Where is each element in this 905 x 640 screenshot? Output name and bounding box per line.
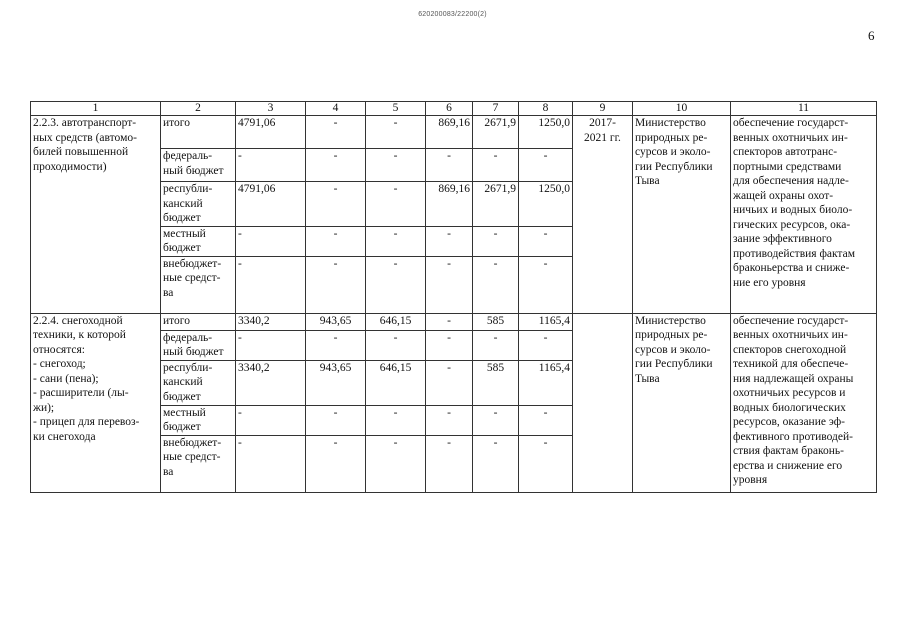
year-2019-value: -	[426, 405, 473, 435]
total-value: 4791,06	[236, 182, 306, 227]
year-2019-value: -	[426, 360, 473, 405]
year-2020-value: -	[473, 405, 519, 435]
expected-result: обеспечение государст- венных охотничьих ин- спекторов автотранс- портными средствами для обеспечения надле- жащей охраны охот- ничьих и водных биоло- гических ресурсов, ока- зание эффективного противодействия фактам браконьерства и сниже- ние его уровня	[731, 116, 877, 314]
column-number-row	[31, 102, 877, 116]
total-value: 3340,2	[236, 313, 306, 330]
year-2019-value: -	[426, 149, 473, 182]
funding-source: итого	[161, 116, 236, 149]
year-2018-value: 646,15	[366, 360, 426, 405]
expected-result: обеспечение государст- венных охотничьих ин- спекторов снегоходной техникой для обеспече- ния надлежащей охраны охотничьих ресурсов и водных биологических ресурсов, оказание эф- фективного противодей- ствия фактам браконь- ерства и снижение его уровня	[731, 313, 877, 492]
year-2019-value: 869,16	[426, 116, 473, 149]
funding-source: федераль- ный бюджет	[161, 330, 236, 360]
year-2020-value: -	[473, 330, 519, 360]
year-2021-value: 1165,4	[519, 360, 573, 405]
year-2019-value: -	[426, 256, 473, 313]
column-number: 8	[519, 102, 573, 116]
column-number: 3	[236, 102, 306, 116]
total-value: -	[236, 256, 306, 313]
column-number: 5	[366, 102, 426, 116]
year-2021-value: -	[519, 226, 573, 256]
year-2018-value: -	[366, 116, 426, 149]
year-2020-value: 585	[473, 313, 519, 330]
year-2019-value: 869,16	[426, 182, 473, 227]
year-2021-value: -	[519, 330, 573, 360]
funding-source: внебюджет- ные средст- ва	[161, 435, 236, 492]
total-value: 4791,06	[236, 116, 306, 149]
year-2017-value: 943,65	[306, 360, 366, 405]
total-value: 3340,2	[236, 360, 306, 405]
implementation-period	[573, 313, 633, 492]
year-2021-value: -	[519, 149, 573, 182]
responsible-executor: Министерство природных ре- сурсов и эколо- гии Республики Тыва	[633, 116, 731, 314]
year-2018-value: -	[366, 330, 426, 360]
year-2017-value: -	[306, 256, 366, 313]
funding-source: местный бюджет	[161, 226, 236, 256]
total-value: -	[236, 330, 306, 360]
year-2021-value: 1165,4	[519, 313, 573, 330]
page-number: 6	[868, 28, 875, 43]
funding-source: федераль- ный бюджет	[161, 149, 236, 182]
total-value: -	[236, 405, 306, 435]
year-2021-value: -	[519, 405, 573, 435]
column-number: 2	[161, 102, 236, 116]
year-2020-value: -	[473, 435, 519, 492]
column-number: 1	[31, 102, 161, 116]
year-2018-value: -	[366, 149, 426, 182]
year-2019-value: -	[426, 226, 473, 256]
year-2021-value: 1250,0	[519, 116, 573, 149]
year-2017-value: -	[306, 116, 366, 149]
year-2018-value: -	[366, 435, 426, 492]
year-2020-value: 2671,9	[473, 116, 519, 149]
column-number: 11	[731, 102, 877, 116]
column-number: 10	[633, 102, 731, 116]
year-2021-value: 1250,0	[519, 182, 573, 227]
year-2017-value: -	[306, 330, 366, 360]
funding-source: итого	[161, 313, 236, 330]
column-number: 7	[473, 102, 519, 116]
year-2017-value: -	[306, 405, 366, 435]
year-2021-value: -	[519, 256, 573, 313]
year-2019-value: -	[426, 330, 473, 360]
item-description: 2.2.3. автотранспорт- ных средств (автомо- билей повышенной проходимости)	[31, 116, 161, 314]
total-value: -	[236, 435, 306, 492]
year-2017-value: -	[306, 182, 366, 227]
year-2021-value: -	[519, 435, 573, 492]
year-2017-value: -	[306, 149, 366, 182]
document-id: 620200083/22200(2)	[418, 11, 487, 18]
funding-source: республи- канский бюджет	[161, 360, 236, 405]
year-2019-value: -	[426, 435, 473, 492]
year-2018-value: 646,15	[366, 313, 426, 330]
total-value: -	[236, 149, 306, 182]
funding-source: местный бюджет	[161, 405, 236, 435]
year-2020-value: -	[473, 149, 519, 182]
year-2017-value: -	[306, 226, 366, 256]
table-row	[31, 116, 877, 149]
funding-source: внебюджет- ные средст- ва	[161, 256, 236, 313]
year-2020-value: -	[473, 226, 519, 256]
table-row	[31, 313, 877, 330]
year-2018-value: -	[366, 182, 426, 227]
year-2019-value: -	[426, 313, 473, 330]
implementation-period: 2017- 2021 гг.	[573, 116, 633, 314]
year-2020-value: 2671,9	[473, 182, 519, 227]
column-number: 4	[306, 102, 366, 116]
funding-source: республи- канский бюджет	[161, 182, 236, 227]
year-2018-value: -	[366, 226, 426, 256]
year-2020-value: 585	[473, 360, 519, 405]
total-value: -	[236, 226, 306, 256]
year-2017-value: 943,65	[306, 313, 366, 330]
year-2018-value: -	[366, 256, 426, 313]
year-2020-value: -	[473, 256, 519, 313]
column-number: 6	[426, 102, 473, 116]
responsible-executor: Министерство природных ре- сурсов и эколо- гии Республики Тыва	[633, 313, 731, 492]
funding-table	[30, 101, 877, 493]
year-2017-value: -	[306, 435, 366, 492]
column-number: 9	[573, 102, 633, 116]
item-description: 2.2.4. снегоходной техники, к которой относятся: - снегоход; - сани (пена); - расширители (лы- жи); - прицеп для перевоз- ки снегохода	[31, 313, 161, 492]
year-2018-value: -	[366, 405, 426, 435]
